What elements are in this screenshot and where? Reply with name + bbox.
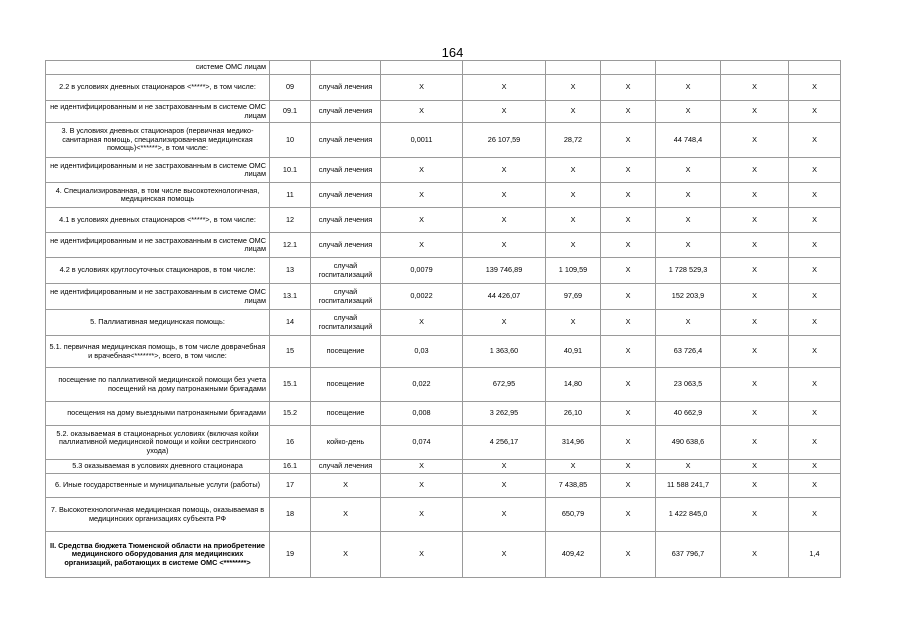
row-value-cell: 0,074 — [381, 426, 463, 460]
row-unit-cell: случай лечения — [311, 183, 381, 208]
row-unit-cell: посещение — [311, 402, 381, 426]
row-number-cell: 18 — [270, 498, 311, 532]
row-value-cell: Х — [789, 368, 841, 402]
row-value-cell: 0,03 — [381, 336, 463, 368]
row-value-cell: Х — [381, 460, 463, 474]
row-value-cell: Х — [546, 233, 601, 258]
row-value-cell: Х — [789, 183, 841, 208]
row-value-cell: 0,0011 — [381, 123, 463, 158]
row-value-cell: Х — [546, 183, 601, 208]
row-value-cell: Х — [789, 123, 841, 158]
row-value-cell: Х — [463, 310, 546, 336]
row-name-cell: 5.2. оказываемая в стационарных условиях (включая койки паллиативной медицинской помощи и койки сестринского ухода) — [46, 426, 270, 460]
row-value-cell: Х — [789, 284, 841, 310]
row-name-cell: 4. Специализированная, в том числе высокотехнологичная, медицинская помощь — [46, 183, 270, 208]
row-value-cell: 490 638,6 — [656, 426, 721, 460]
row-value-cell: 44 748,4 — [656, 123, 721, 158]
row-value-cell: Х — [463, 474, 546, 498]
row-value-cell: 672,95 — [463, 368, 546, 402]
row-value-cell: 26,10 — [546, 402, 601, 426]
row-value-cell: 1 422 845,0 — [656, 498, 721, 532]
row-value-cell: 1,4 — [789, 532, 841, 578]
row-unit-cell: случай лечения — [311, 75, 381, 101]
row-value-cell: Х — [721, 426, 789, 460]
row-value-cell: Х — [463, 183, 546, 208]
row-value-cell: Х — [721, 310, 789, 336]
row-value-cell: 4 256,17 — [463, 426, 546, 460]
row-unit-cell: случай лечения — [311, 208, 381, 233]
row-value-cell: Х — [381, 183, 463, 208]
row-value-cell: Х — [601, 532, 656, 578]
row-value-cell: Х — [463, 532, 546, 578]
row-value-cell: Х — [789, 258, 841, 284]
row-number-cell: 10 — [270, 123, 311, 158]
row-value-cell: Х — [601, 208, 656, 233]
row-value-cell: 14,80 — [546, 368, 601, 402]
row-value-cell: Х — [789, 402, 841, 426]
row-number-cell: 13.1 — [270, 284, 311, 310]
row-value-cell: Х — [381, 208, 463, 233]
row-value-cell: 28,72 — [546, 123, 601, 158]
row-value-cell: Х — [463, 208, 546, 233]
row-unit-cell: случай лечения — [311, 158, 381, 183]
row-name-cell: II. Средства бюджета Тюменской области на приобретение медицинского оборудования для медицинских организаций, работающих в системе ОМС <********> — [46, 532, 270, 578]
row-name-cell: системе ОМС лицам — [46, 61, 270, 75]
row-number-cell: 19 — [270, 532, 311, 578]
table-row — [46, 336, 841, 368]
row-unit-cell: посещение — [311, 336, 381, 368]
row-value-cell: Х — [381, 158, 463, 183]
row-value-cell — [601, 61, 656, 75]
row-value-cell: Х — [381, 498, 463, 532]
row-number-cell: 16 — [270, 426, 311, 460]
row-number-cell: 10.1 — [270, 158, 311, 183]
row-value-cell: Х — [601, 233, 656, 258]
row-value-cell: Х — [789, 101, 841, 123]
table-row — [46, 233, 841, 258]
row-value-cell: Х — [656, 460, 721, 474]
row-name-cell: 3. В условиях дневных стационаров (первичная медико-санитарная помощь, специализированная медицинская помощь)<******>, в том числе: — [46, 123, 270, 158]
row-value-cell: 1 728 529,3 — [656, 258, 721, 284]
row-value-cell: 11 588 241,7 — [656, 474, 721, 498]
row-value-cell: Х — [601, 258, 656, 284]
row-value-cell: 152 203,9 — [656, 284, 721, 310]
row-value-cell: 139 746,89 — [463, 258, 546, 284]
row-value-cell: 1 109,59 — [546, 258, 601, 284]
row-value-cell: Х — [721, 233, 789, 258]
row-number-cell: 15.2 — [270, 402, 311, 426]
table-row — [46, 258, 841, 284]
table-row — [46, 75, 841, 101]
row-value-cell: 63 726,4 — [656, 336, 721, 368]
data-table — [45, 60, 841, 578]
row-number-cell: 14 — [270, 310, 311, 336]
row-value-cell: Х — [601, 402, 656, 426]
row-unit-cell: случай госпитализаций — [311, 284, 381, 310]
row-number-cell: 15.1 — [270, 368, 311, 402]
row-name-cell: 5. Паллиативная медицинская помощь: — [46, 310, 270, 336]
row-unit-cell: случай госпитализаций — [311, 310, 381, 336]
table-row — [46, 460, 841, 474]
row-unit-cell: случай лечения — [311, 101, 381, 123]
row-unit-cell: случай лечения — [311, 460, 381, 474]
table-row — [46, 426, 841, 460]
row-value-cell: Х — [721, 101, 789, 123]
row-value-cell: Х — [721, 208, 789, 233]
row-unit-cell: Х — [311, 532, 381, 578]
table-row — [46, 368, 841, 402]
row-number-cell: 12 — [270, 208, 311, 233]
row-value-cell: Х — [601, 284, 656, 310]
row-value-cell: 637 796,7 — [656, 532, 721, 578]
row-value-cell: Х — [721, 460, 789, 474]
row-number-cell — [270, 61, 311, 75]
row-value-cell: Х — [789, 460, 841, 474]
row-value-cell: 314,96 — [546, 426, 601, 460]
row-value-cell: 650,79 — [546, 498, 601, 532]
row-value-cell: Х — [721, 402, 789, 426]
row-number-cell: 12.1 — [270, 233, 311, 258]
row-value-cell: Х — [381, 233, 463, 258]
row-value-cell: Х — [546, 310, 601, 336]
row-value-cell — [546, 61, 601, 75]
row-value-cell: 7 438,85 — [546, 474, 601, 498]
table-row — [46, 310, 841, 336]
row-value-cell: Х — [601, 474, 656, 498]
table-row — [46, 183, 841, 208]
row-value-cell: Х — [381, 310, 463, 336]
row-value-cell: Х — [721, 532, 789, 578]
row-value-cell: Х — [656, 75, 721, 101]
row-name-cell: 6. Иные государственные и муниципальные услуги (работы) — [46, 474, 270, 498]
row-name-cell: не идентифицированным и не застрахованным в системе ОМС лицам — [46, 233, 270, 258]
row-unit-cell: случай госпитализаций — [311, 258, 381, 284]
row-value-cell: Х — [546, 158, 601, 183]
row-unit-cell: Х — [311, 498, 381, 532]
row-value-cell: 23 063,5 — [656, 368, 721, 402]
row-value-cell: Х — [463, 233, 546, 258]
row-value-cell: Х — [721, 123, 789, 158]
row-name-cell: 5.3 оказываемая в условиях дневного стационара — [46, 460, 270, 474]
row-value-cell — [463, 61, 546, 75]
row-value-cell: Х — [721, 474, 789, 498]
table-row — [46, 101, 841, 123]
row-value-cell — [789, 61, 841, 75]
row-value-cell: Х — [656, 183, 721, 208]
row-number-cell: 09 — [270, 75, 311, 101]
row-value-cell: 0,022 — [381, 368, 463, 402]
row-value-cell: Х — [381, 101, 463, 123]
row-unit-cell: койко-день — [311, 426, 381, 460]
row-value-cell — [721, 61, 789, 75]
row-value-cell: Х — [789, 474, 841, 498]
row-value-cell: Х — [601, 158, 656, 183]
row-name-cell: 4.2 в условиях круглосуточных стационаров, в том числе: — [46, 258, 270, 284]
row-value-cell: Х — [656, 101, 721, 123]
row-name-cell: 2.2 в условиях дневных стационаров <*****>, в том числе: — [46, 75, 270, 101]
row-number-cell: 13 — [270, 258, 311, 284]
table-row — [46, 158, 841, 183]
row-number-cell: 11 — [270, 183, 311, 208]
row-value-cell: 1 363,60 — [463, 336, 546, 368]
row-number-cell: 15 — [270, 336, 311, 368]
row-value-cell: Х — [721, 158, 789, 183]
row-value-cell: Х — [601, 183, 656, 208]
row-value-cell: Х — [601, 75, 656, 101]
row-number-cell: 09.1 — [270, 101, 311, 123]
row-value-cell: Х — [463, 158, 546, 183]
row-value-cell: Х — [463, 460, 546, 474]
table-row — [46, 498, 841, 532]
row-value-cell: Х — [546, 460, 601, 474]
table-row — [46, 208, 841, 233]
row-value-cell: Х — [463, 498, 546, 532]
row-value-cell: Х — [601, 460, 656, 474]
row-value-cell: Х — [463, 75, 546, 101]
row-name-cell: не идентифицированным и не застрахованным в системе ОМС лицам — [46, 284, 270, 310]
row-value-cell: Х — [721, 368, 789, 402]
row-value-cell: 409,42 — [546, 532, 601, 578]
row-unit-cell — [311, 61, 381, 75]
row-value-cell: Х — [601, 310, 656, 336]
table-row — [46, 284, 841, 310]
table-row — [46, 402, 841, 426]
table-row — [46, 61, 841, 75]
row-value-cell: Х — [721, 498, 789, 532]
row-name-cell: посещение по паллиативной медицинской помощи без учета посещений на дому патронажными бригадами — [46, 368, 270, 402]
row-value-cell: Х — [789, 336, 841, 368]
row-value-cell: Х — [656, 233, 721, 258]
row-unit-cell: случай лечения — [311, 123, 381, 158]
row-name-cell: не идентифицированным и не застрахованным в системе ОМС лицам — [46, 158, 270, 183]
row-value-cell: Х — [789, 498, 841, 532]
row-value-cell: Х — [789, 426, 841, 460]
row-value-cell: Х — [601, 426, 656, 460]
row-unit-cell: случай лечения — [311, 233, 381, 258]
row-value-cell: 3 262,95 — [463, 402, 546, 426]
row-value-cell: Х — [546, 208, 601, 233]
row-name-cell: 4.1 в условиях дневных стационаров <*****>, в том числе: — [46, 208, 270, 233]
row-value-cell: Х — [789, 233, 841, 258]
row-value-cell: Х — [721, 183, 789, 208]
row-value-cell: Х — [601, 368, 656, 402]
row-value-cell: Х — [789, 158, 841, 183]
table-row — [46, 474, 841, 498]
row-name-cell: 7. Высокотехнологичная медицинская помощь, оказываемая в медицинских организациях субъекта РФ — [46, 498, 270, 532]
page-number: 164 — [441, 45, 464, 60]
row-number-cell: 16.1 — [270, 460, 311, 474]
row-value-cell — [381, 61, 463, 75]
row-value-cell: Х — [656, 310, 721, 336]
row-value-cell: Х — [601, 498, 656, 532]
row-value-cell: Х — [721, 258, 789, 284]
row-value-cell: Х — [789, 75, 841, 101]
row-name-cell: посещения на дому выездными патронажными бригадами — [46, 402, 270, 426]
row-value-cell: Х — [546, 101, 601, 123]
row-value-cell: Х — [656, 208, 721, 233]
row-value-cell: Х — [721, 284, 789, 310]
row-value-cell: Х — [721, 336, 789, 368]
row-value-cell: Х — [789, 208, 841, 233]
row-value-cell: Х — [381, 532, 463, 578]
row-name-cell: не идентифицированным и не застрахованным в системе ОМС лицам — [46, 101, 270, 123]
row-value-cell: Х — [656, 158, 721, 183]
row-value-cell: Х — [463, 101, 546, 123]
row-value-cell: Х — [546, 75, 601, 101]
row-unit-cell: Х — [311, 474, 381, 498]
row-name-cell: 5.1. первичная медицинская помощь, в том числе доврачебная и врачебная<*******>, всего, в том числе: — [46, 336, 270, 368]
row-value-cell: Х — [381, 474, 463, 498]
row-value-cell: Х — [721, 75, 789, 101]
row-value-cell: Х — [601, 123, 656, 158]
table-row — [46, 532, 841, 578]
row-value-cell: Х — [381, 75, 463, 101]
row-value-cell — [656, 61, 721, 75]
row-number-cell: 17 — [270, 474, 311, 498]
row-value-cell: 97,69 — [546, 284, 601, 310]
row-value-cell: 40,91 — [546, 336, 601, 368]
row-value-cell: 0,0079 — [381, 258, 463, 284]
row-value-cell: Х — [601, 336, 656, 368]
table-row — [46, 123, 841, 158]
row-value-cell: 44 426,07 — [463, 284, 546, 310]
row-value-cell: Х — [601, 101, 656, 123]
row-unit-cell: посещение — [311, 368, 381, 402]
row-value-cell: 40 662,9 — [656, 402, 721, 426]
row-value-cell: 0,008 — [381, 402, 463, 426]
row-value-cell: Х — [789, 310, 841, 336]
row-value-cell: 0,0022 — [381, 284, 463, 310]
row-value-cell: 26 107,59 — [463, 123, 546, 158]
